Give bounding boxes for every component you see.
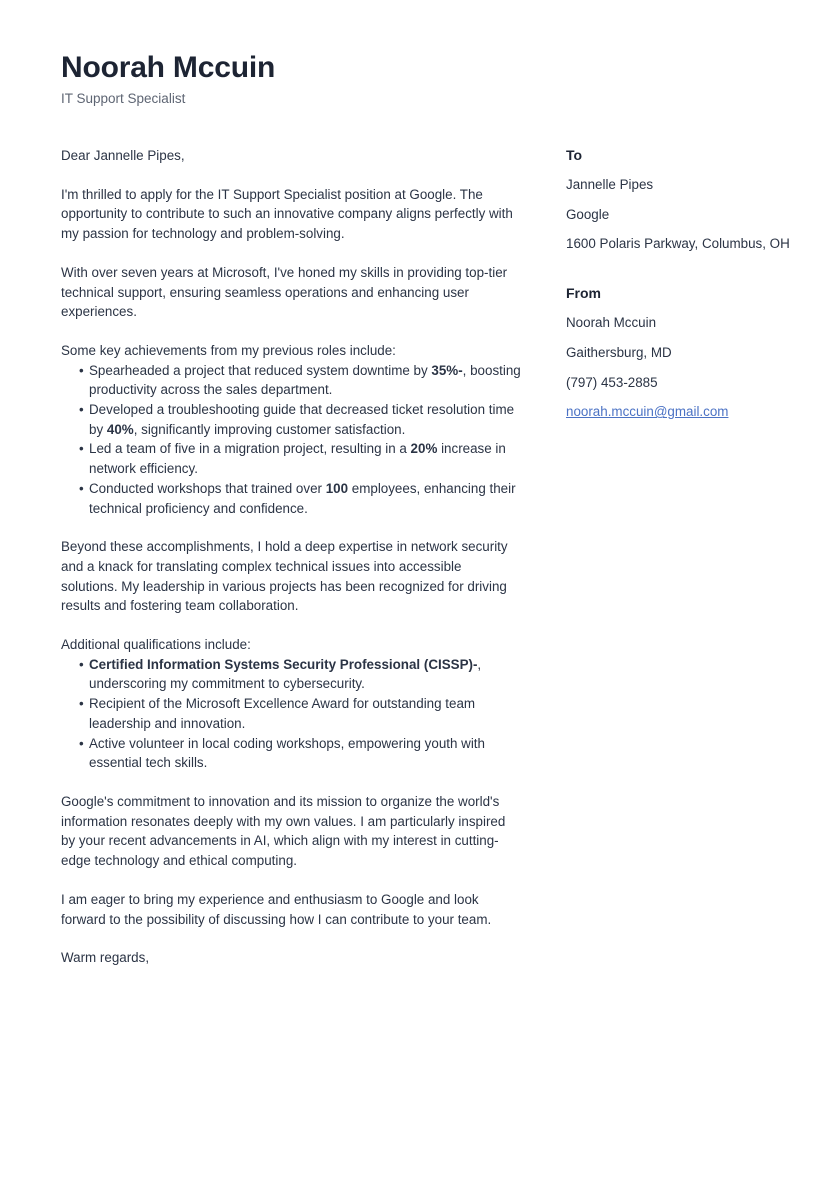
recipient-company: Google <box>566 206 610 222</box>
applicant-name: Noorah Mccuin <box>61 51 276 84</box>
list-item <box>61 400 521 439</box>
sender-name: Noorah Mccuin <box>566 315 657 331</box>
sender-email[interactable] <box>566 402 790 422</box>
email-link[interactable]: noorah.mccuin@gmail.com <box>566 404 729 420</box>
list-item <box>61 479 521 518</box>
qualification-text-pre: Active volunteer in local coding workshops, empowering youth with essential tech skills. <box>89 735 485 771</box>
achievement-metric: 35%- <box>431 362 463 378</box>
achievement-text-post: employees, enhancing their technical proficiency and confidence. <box>89 480 516 516</box>
achievement-text-post: increase in network efficiency. <box>89 441 506 477</box>
qualifications-list <box>61 655 521 773</box>
contact-sidebar <box>566 146 790 422</box>
recipient-name: Jannelle Pipes <box>566 177 654 192</box>
list-item <box>61 655 521 694</box>
to-heading: To <box>566 147 583 163</box>
qualification-text-post: , underscoring my commitment to cybersecurity. <box>89 656 482 692</box>
list-item <box>61 439 521 478</box>
list-item <box>61 361 521 400</box>
paragraph-expertise: Beyond these accomplishments, I hold a deep expertise in network security and a knack for translating complex technical issues into accessible solutions. My leadership in various projects has been recognized for driving results and fostering team collaboration. <box>61 539 508 614</box>
applicant-job-title: IT Support Specialist <box>61 91 186 107</box>
paragraph-call-to-action: I am eager to bring my experience and enthusiasm to Google and look forward to the possibility of discussing how I can contribute to your team. <box>61 891 492 927</box>
sender-phone: (797) 453-2885 <box>566 374 658 390</box>
achievements-lead-in: Some key achievements from my previous roles include: <box>61 342 396 358</box>
achievements-list <box>61 361 521 519</box>
letter-body <box>61 146 521 968</box>
achievement-text-post: , boosting productivity across the sales department. <box>89 362 521 398</box>
qualification-text-pre: Recipient of the Microsoft Excellence Award for outstanding team leadership and innovation. <box>89 696 476 731</box>
recipient-address: 1600 Polaris Parkway, Columbus, OH <box>566 236 790 252</box>
achievement-text-pre: Conducted workshops that trained over <box>89 480 326 496</box>
from-heading: From <box>566 285 601 302</box>
achievement-text-pre: Developed a troubleshooting guide that decreased ticket resolution time by <box>89 402 515 437</box>
qualification-highlight: Certified Information Systems Security Professional (CISSP)- <box>89 656 478 672</box>
achievement-text-pre: Led a team of five in a migration project, resulting in a <box>89 441 411 457</box>
list-item <box>61 694 521 733</box>
paragraph-company-fit: Google's commitment to innovation and its mission to organize the world's information resonates deeply with my own values. I am particularly inspired by your recent advancements in AI, which align with my interest in cutting-edge technology and ethical computing. <box>61 793 506 869</box>
closing-salutation: Warm regards, <box>61 950 150 966</box>
paragraph-intro: I'm thrilled to apply for the IT Support Specialist position at Google. The opportunity to contribute to such an innovative company aligns perfectly with my passion for technology and problem-solving. <box>61 186 513 242</box>
achievement-metric: 40% <box>106 421 134 437</box>
achievement-metric: 20% <box>410 441 438 457</box>
qualifications-lead-in: Additional qualifications include: <box>61 637 251 653</box>
achievement-text-post: , significantly improving customer satisfaction. <box>133 421 406 437</box>
salutation: Dear Jannelle Pipes, <box>61 148 185 163</box>
sender-location: Gaithersburg, MD <box>566 344 672 360</box>
achievement-text-pre: Spearheaded a project that reduced system downtime by <box>89 362 432 378</box>
list-item <box>61 734 521 773</box>
letter-header <box>61 50 761 108</box>
paragraph-experience: With over seven years at Microsoft, I've honed my skills in providing top-tier technical support, ensuring seamless operations and enhancing user experiences. <box>61 264 508 320</box>
achievement-metric: 100 <box>325 480 349 496</box>
